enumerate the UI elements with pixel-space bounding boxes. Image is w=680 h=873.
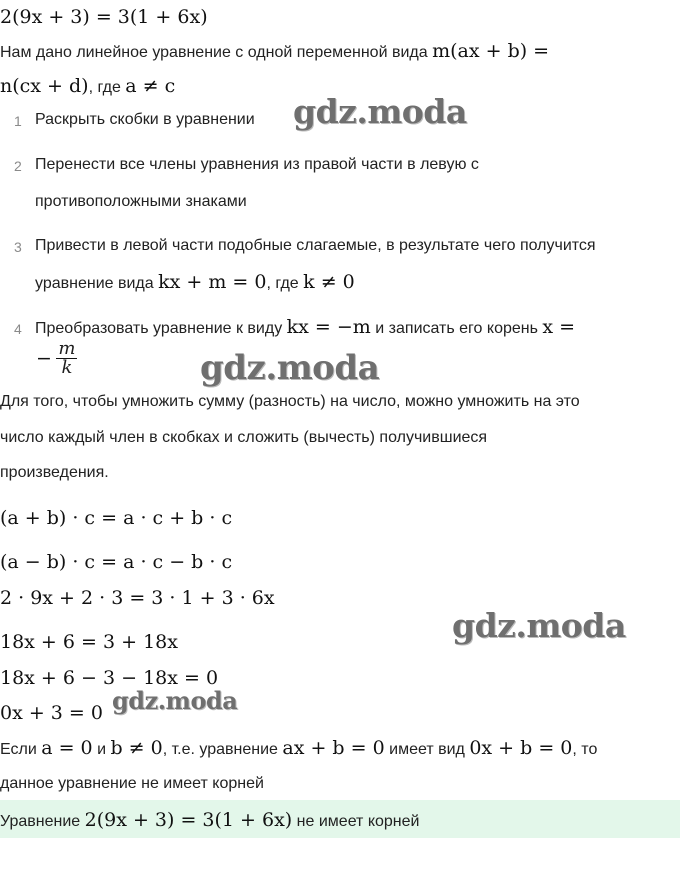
step-3-text: уравнение вида: [35, 275, 154, 292]
step-4-formula: kx = −m: [286, 316, 371, 338]
step-3-line-1: Привести в левой части подобные слагаемые, в результате чего получится: [35, 237, 596, 254]
watermark: gdz.moda: [200, 348, 380, 388]
conclusion-math: 0x + b = 0: [469, 737, 573, 759]
step-2-line-2: противоположными знаками: [35, 193, 247, 210]
intro-form-left: m(ax + b) =: [432, 40, 550, 62]
step-number: 2: [14, 158, 22, 174]
solution-step-2: 18x + 6 = 3 + 18x: [0, 631, 178, 653]
step-3-condition: k ≠ 0: [303, 271, 355, 293]
step-4-text: Преобразовать уравнение к виду: [35, 320, 283, 337]
minus-sign: −: [36, 347, 52, 370]
answer-line: [0, 809, 419, 832]
step-1-text: Раскрыть скобки в уравнении: [35, 111, 255, 128]
intro-text: Нам дано линейное уравнение с одной переменной вида: [0, 44, 428, 61]
step-4-root: x =: [542, 316, 576, 338]
step-3-where: , где: [266, 275, 299, 292]
formula-sum: (a + b) · c = a · c + b · c: [0, 507, 233, 529]
conclusion-math: b ≠ 0: [110, 737, 163, 759]
watermark: gdz.moda: [112, 686, 238, 715]
conclusion-text: и: [97, 741, 107, 758]
answer-box: [0, 800, 680, 838]
answer-equation: 2(9x + 3) = 3(1 + 6x): [84, 809, 293, 831]
intro-condition: a ≠ c: [125, 75, 176, 97]
intro-line-1: [0, 40, 549, 63]
solution-step-4: 0x + 3 = 0: [0, 702, 103, 724]
conclusion-text: , т.е. уравнение: [162, 741, 278, 758]
step-4-root-text: и записать его корень: [375, 320, 538, 337]
conclusion-text: Если: [0, 741, 37, 758]
rule-line-1: Для того, чтобы умножить сумму (разность) на число, можно умножить на это: [0, 393, 580, 410]
intro-line-2: [0, 75, 175, 98]
watermark: gdz.moda: [293, 92, 467, 131]
answer-text: Уравнение: [0, 813, 81, 830]
step-4-line-1: [35, 316, 575, 339]
answer-result: не имеет корней: [296, 813, 420, 830]
step-4-fraction-line: [36, 340, 77, 377]
step-number: 1: [14, 113, 22, 129]
main-equation: 2(9x + 3) = 3(1 + 6x): [0, 6, 208, 28]
conclusion-text: имеет вид: [389, 741, 465, 758]
fraction-denominator: k: [61, 357, 73, 378]
step-3-line-2: [35, 271, 355, 294]
rule-line-3: произведения.: [0, 464, 109, 481]
solution-step-3: 18x + 6 − 3 − 18x = 0: [0, 667, 219, 689]
step-2-line-1: Перенести все члены уравнения из правой части в левую с: [35, 156, 479, 173]
conclusion-text: , то: [572, 741, 598, 758]
fraction-numerator: m: [58, 338, 76, 359]
step-number: 4: [14, 321, 22, 337]
rule-line-2: число каждый член в скобках и сложить (вычесть) получившиеся: [0, 429, 488, 446]
fraction: [56, 340, 77, 377]
conclusion-line-1: [0, 737, 597, 760]
step-3-formula: kx + m = 0: [158, 271, 267, 293]
watermark: gdz.moda: [452, 606, 626, 645]
intro-form-right: n(cx + d): [0, 75, 89, 97]
conclusion-math: a = 0: [41, 737, 93, 759]
conclusion-line-2: данное уравнение не имеет корней: [0, 775, 264, 792]
formula-difference: (a − b) · c = a · c − b · c: [0, 551, 233, 573]
step-number: 3: [14, 239, 22, 255]
intro-where: , где: [88, 79, 121, 96]
conclusion-math: ax + b = 0: [282, 737, 385, 759]
solution-step-1: 2 · 9x + 2 · 3 = 3 · 1 + 3 · 6x: [0, 587, 275, 609]
